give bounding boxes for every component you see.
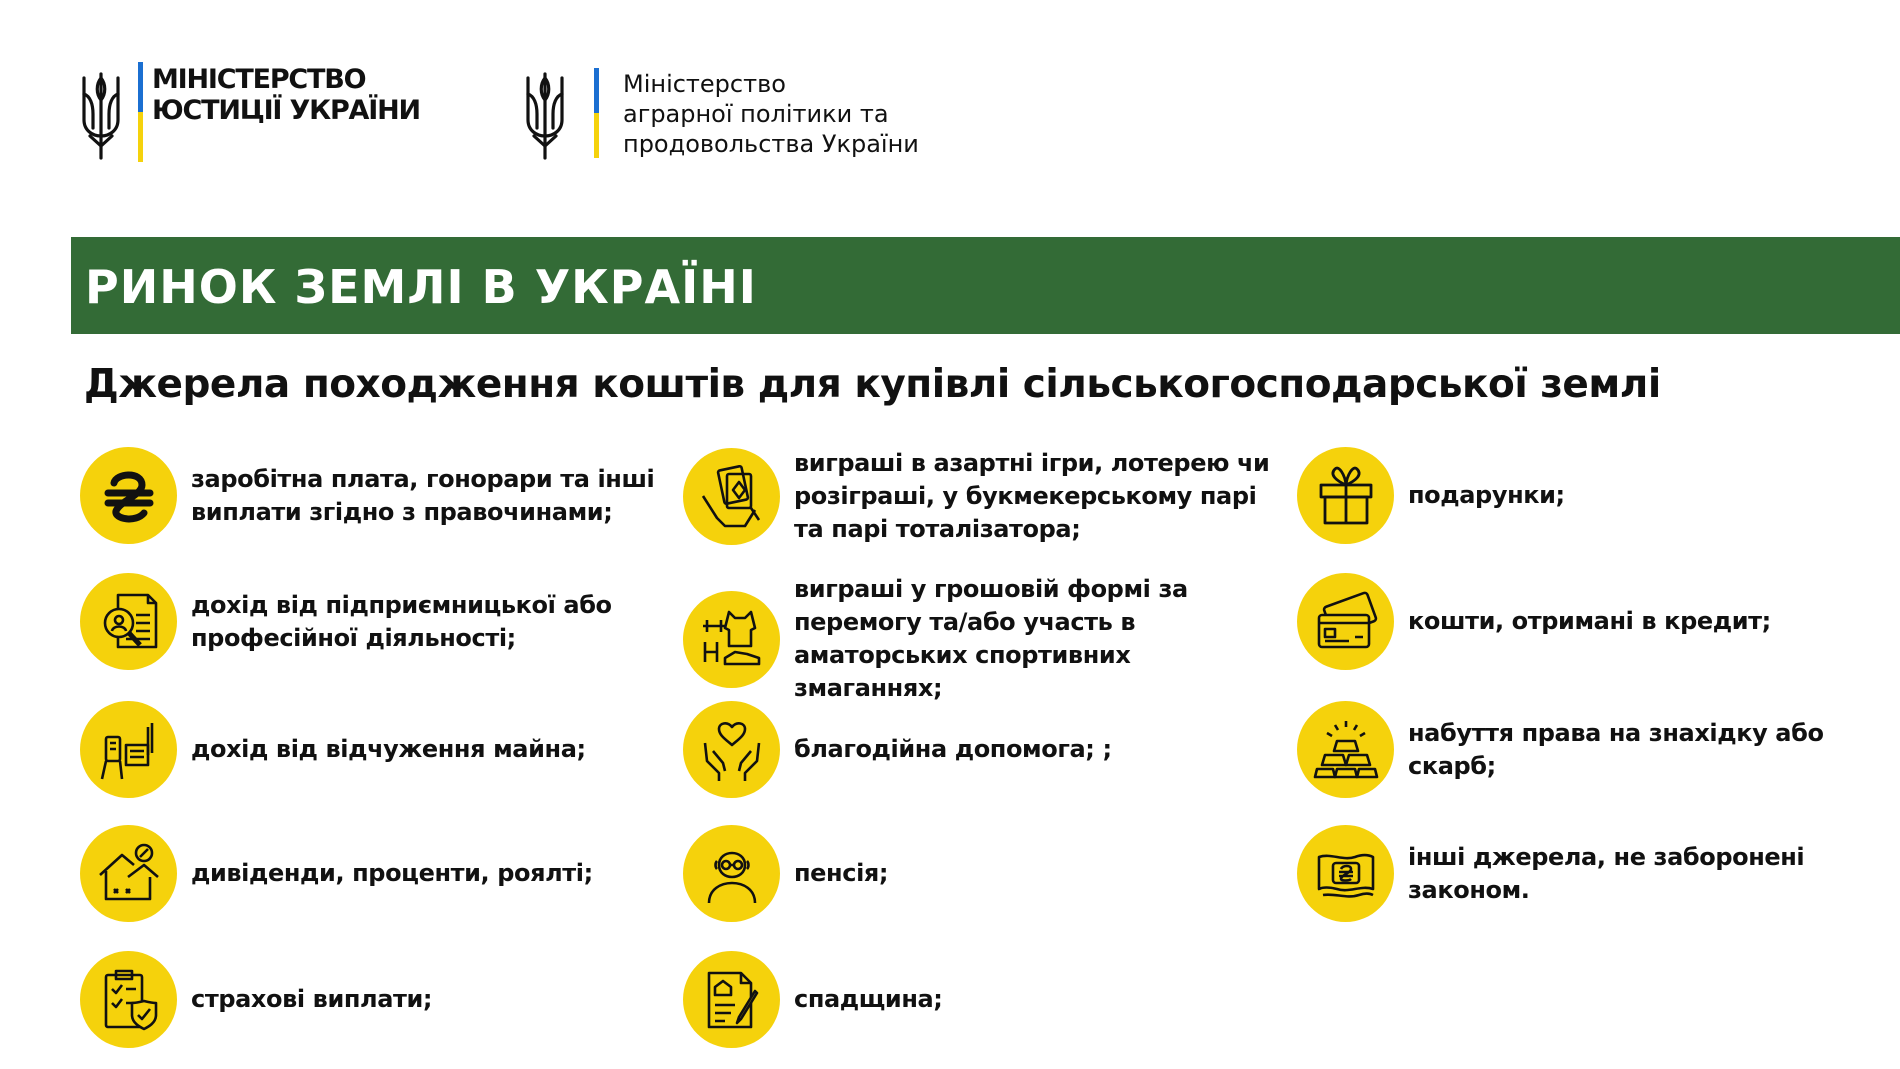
property-sale-icon	[80, 701, 177, 798]
source-label	[794, 573, 1188, 705]
source-label	[191, 589, 612, 655]
source-item	[80, 447, 654, 544]
source-label-line: виграші у грошовій формі за	[794, 575, 1188, 603]
source-label	[1408, 479, 1565, 512]
page-title: РИНОК ЗЕМЛІ В УКРАЇНІ	[85, 260, 757, 314]
source-label	[794, 733, 1112, 766]
house-percent-icon	[80, 825, 177, 922]
source-item	[80, 951, 432, 1048]
ministry-name-line: Міністерство	[623, 70, 786, 98]
source-label-line: дохід від підприємницької або	[191, 590, 612, 619]
ministry-of-justice-logo	[78, 62, 420, 162]
source-label-line: законом.	[1408, 875, 1530, 904]
source-label	[1408, 717, 1824, 783]
ministry-name-line: продовольства України	[623, 130, 919, 158]
source-item	[683, 951, 943, 1048]
source-label	[1408, 841, 1804, 907]
ministry-name	[623, 69, 919, 159]
source-label-line: спадщина;	[794, 985, 943, 1013]
source-item	[80, 573, 612, 670]
resume-magnifier-icon	[80, 573, 177, 670]
source-item	[1297, 573, 1771, 670]
charity-hands-heart-icon	[683, 701, 780, 798]
source-label-line: перемогу та/або участь в	[794, 608, 1136, 636]
source-label-line: кошти, отримані в кредит;	[1408, 607, 1771, 635]
source-label-line: виплати згідно з правочинами;	[191, 497, 613, 526]
source-item	[1297, 701, 1824, 798]
source-label-line: страхові виплати;	[191, 985, 433, 1013]
source-label	[794, 447, 1269, 546]
playing-cards-icon	[683, 448, 780, 545]
ministry-name-line: МІНІСТЕРСТВО	[152, 64, 366, 95]
source-label-line: подарунки;	[1408, 481, 1565, 509]
source-label-line: виграші в азартні ігри, лотерею чи	[794, 449, 1270, 477]
source-item	[80, 701, 586, 798]
source-item	[1297, 825, 1804, 922]
source-label-line: розіграші, у букмекерському парі	[794, 482, 1257, 510]
gift-box-icon	[1297, 447, 1394, 544]
source-item	[683, 825, 888, 922]
source-label	[1408, 605, 1771, 638]
source-label-line: та парі тоталізатора;	[794, 515, 1081, 543]
inheritance-document-icon	[683, 951, 780, 1048]
source-label	[191, 463, 654, 529]
source-label	[191, 983, 432, 1016]
ministry-name-line: аграрної політики та	[623, 100, 889, 128]
source-label-line: дохід від відчуження майна;	[191, 735, 586, 763]
credit-card-icon	[1297, 573, 1394, 670]
source-label-line: набуття права на знахідку або	[1408, 718, 1824, 747]
source-label-line: професійної діяльності;	[191, 623, 516, 652]
flag-bar	[594, 68, 599, 158]
source-label	[794, 983, 943, 1016]
banknote-icon	[1297, 825, 1394, 922]
source-label-line: змаганнях;	[794, 674, 943, 702]
source-item	[1297, 447, 1565, 544]
gold-bars-icon	[1297, 701, 1394, 798]
source-label-line: дивіденди, проценти, роялті;	[191, 859, 593, 887]
insurance-shield-icon	[80, 951, 177, 1048]
elderly-person-icon	[683, 825, 780, 922]
section-subtitle: Джерела походження коштів для купівлі сільськогосподарської землі	[84, 362, 1661, 407]
source-label-line: пенсія;	[794, 859, 889, 887]
source-label-line: благодійна допомога; ;	[794, 735, 1112, 763]
source-label-line: заробітна плата, гонорари та інші	[191, 464, 655, 493]
source-label	[191, 733, 586, 766]
sports-gear-icon	[683, 591, 780, 688]
trident-emblem-icon	[522, 70, 568, 160]
source-item	[683, 573, 1188, 705]
hryvnia-icon	[80, 447, 177, 544]
source-item	[683, 447, 1269, 546]
ministry-name	[152, 64, 420, 126]
ministry-name-line: ЮСТИЦІЇ УКРАЇНИ	[152, 95, 420, 126]
flag-bar	[138, 62, 143, 162]
source-item	[80, 825, 593, 922]
ministry-of-agrarian-policy-logo	[522, 68, 919, 160]
title-banner	[71, 237, 1900, 334]
source-label-line: інші джерела, не заборонені	[1408, 842, 1805, 871]
source-label	[191, 857, 593, 890]
source-label-line: аматорських спортивних	[794, 641, 1131, 669]
trident-emblem-icon	[78, 70, 124, 160]
source-label-line: скарб;	[1408, 751, 1496, 780]
source-label	[794, 857, 888, 890]
source-item	[683, 701, 1112, 798]
